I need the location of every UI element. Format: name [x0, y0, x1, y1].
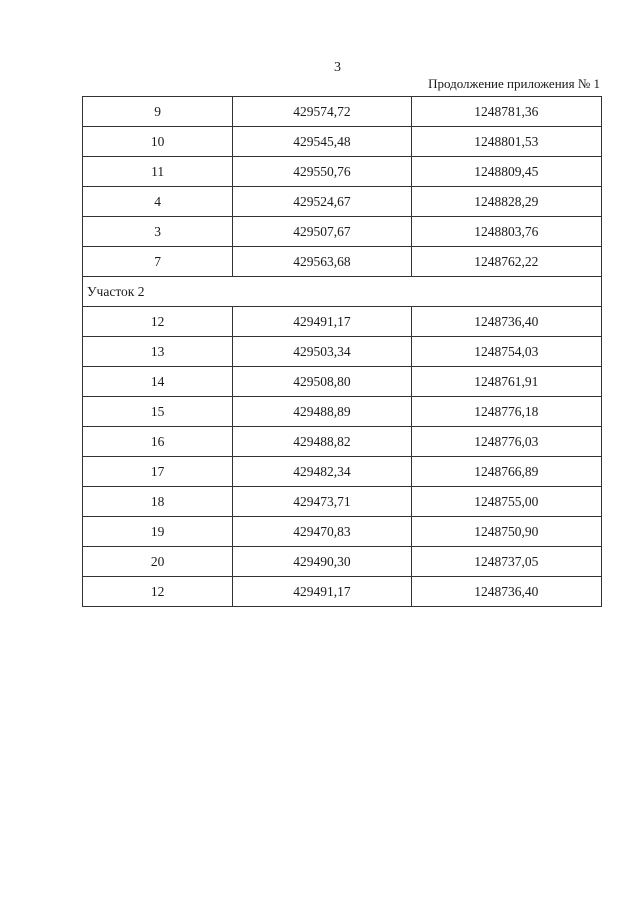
x-coordinate-cell: 429508,80 — [233, 367, 411, 397]
point-number-cell: 4 — [83, 187, 233, 217]
point-number-cell: 9 — [83, 97, 233, 127]
x-coordinate-cell: 429545,48 — [233, 127, 411, 157]
point-number-cell: 19 — [83, 517, 233, 547]
point-number-cell: 13 — [83, 337, 233, 367]
table-row — [83, 427, 602, 457]
y-coordinate-cell: 1248762,22 — [411, 247, 601, 277]
table-row — [83, 187, 602, 217]
y-coordinate-cell: 1248750,90 — [411, 517, 601, 547]
appendix-continuation-label: Продолжение приложения № 1 — [428, 76, 600, 91]
x-coordinate-cell: 429550,76 — [233, 157, 411, 187]
point-number-cell: 3 — [83, 217, 233, 247]
y-coordinate-cell: 1248737,05 — [411, 547, 601, 577]
point-number-cell: 14 — [83, 367, 233, 397]
table-row — [83, 127, 602, 157]
page-number: 3 — [334, 60, 341, 75]
x-coordinate-cell: 429473,71 — [233, 487, 411, 517]
x-coordinate-cell: 429524,67 — [233, 187, 411, 217]
x-coordinate-cell: 429491,17 — [233, 577, 411, 607]
table-row — [83, 487, 602, 517]
table-row — [83, 217, 602, 247]
y-coordinate-cell: 1248736,40 — [411, 307, 601, 337]
y-coordinate-cell: 1248801,53 — [411, 127, 601, 157]
table-row — [83, 547, 602, 577]
table-row — [83, 457, 602, 487]
x-coordinate-cell: 429507,67 — [233, 217, 411, 247]
y-coordinate-cell: 1248736,40 — [411, 577, 601, 607]
coordinates-table — [82, 96, 602, 607]
point-number-cell: 15 — [83, 397, 233, 427]
table-row — [83, 247, 602, 277]
x-coordinate-cell: 429488,89 — [233, 397, 411, 427]
x-coordinate-cell: 429563,68 — [233, 247, 411, 277]
y-coordinate-cell: 1248781,36 — [411, 97, 601, 127]
table-row — [83, 517, 602, 547]
point-number-cell: 10 — [83, 127, 233, 157]
x-coordinate-cell: 429491,17 — [233, 307, 411, 337]
y-coordinate-cell: 1248776,18 — [411, 397, 601, 427]
point-number-cell: 16 — [83, 427, 233, 457]
coordinates-table-body — [83, 97, 602, 607]
x-coordinate-cell: 429490,30 — [233, 547, 411, 577]
point-number-cell: 12 — [83, 307, 233, 337]
point-number-cell: 7 — [83, 247, 233, 277]
table-row — [83, 157, 602, 187]
x-coordinate-cell: 429470,83 — [233, 517, 411, 547]
y-coordinate-cell: 1248766,89 — [411, 457, 601, 487]
point-number-cell: 17 — [83, 457, 233, 487]
x-coordinate-cell: 429574,72 — [233, 97, 411, 127]
y-coordinate-cell: 1248809,45 — [411, 157, 601, 187]
point-number-cell: 11 — [83, 157, 233, 187]
section-label: Участок 2 — [83, 277, 602, 307]
table-row — [83, 577, 602, 607]
point-number-cell: 20 — [83, 547, 233, 577]
x-coordinate-cell: 429482,34 — [233, 457, 411, 487]
table-row — [83, 367, 602, 397]
y-coordinate-cell: 1248755,00 — [411, 487, 601, 517]
x-coordinate-cell: 429503,34 — [233, 337, 411, 367]
point-number-cell: 12 — [83, 577, 233, 607]
table-row — [83, 337, 602, 367]
y-coordinate-cell: 1248776,03 — [411, 427, 601, 457]
table-row — [83, 307, 602, 337]
table-row — [83, 397, 602, 427]
y-coordinate-cell: 1248803,76 — [411, 217, 601, 247]
point-number-cell: 18 — [83, 487, 233, 517]
section-row — [83, 277, 602, 307]
y-coordinate-cell: 1248754,03 — [411, 337, 601, 367]
y-coordinate-cell: 1248828,29 — [411, 187, 601, 217]
table-row — [83, 97, 602, 127]
y-coordinate-cell: 1248761,91 — [411, 367, 601, 397]
x-coordinate-cell: 429488,82 — [233, 427, 411, 457]
